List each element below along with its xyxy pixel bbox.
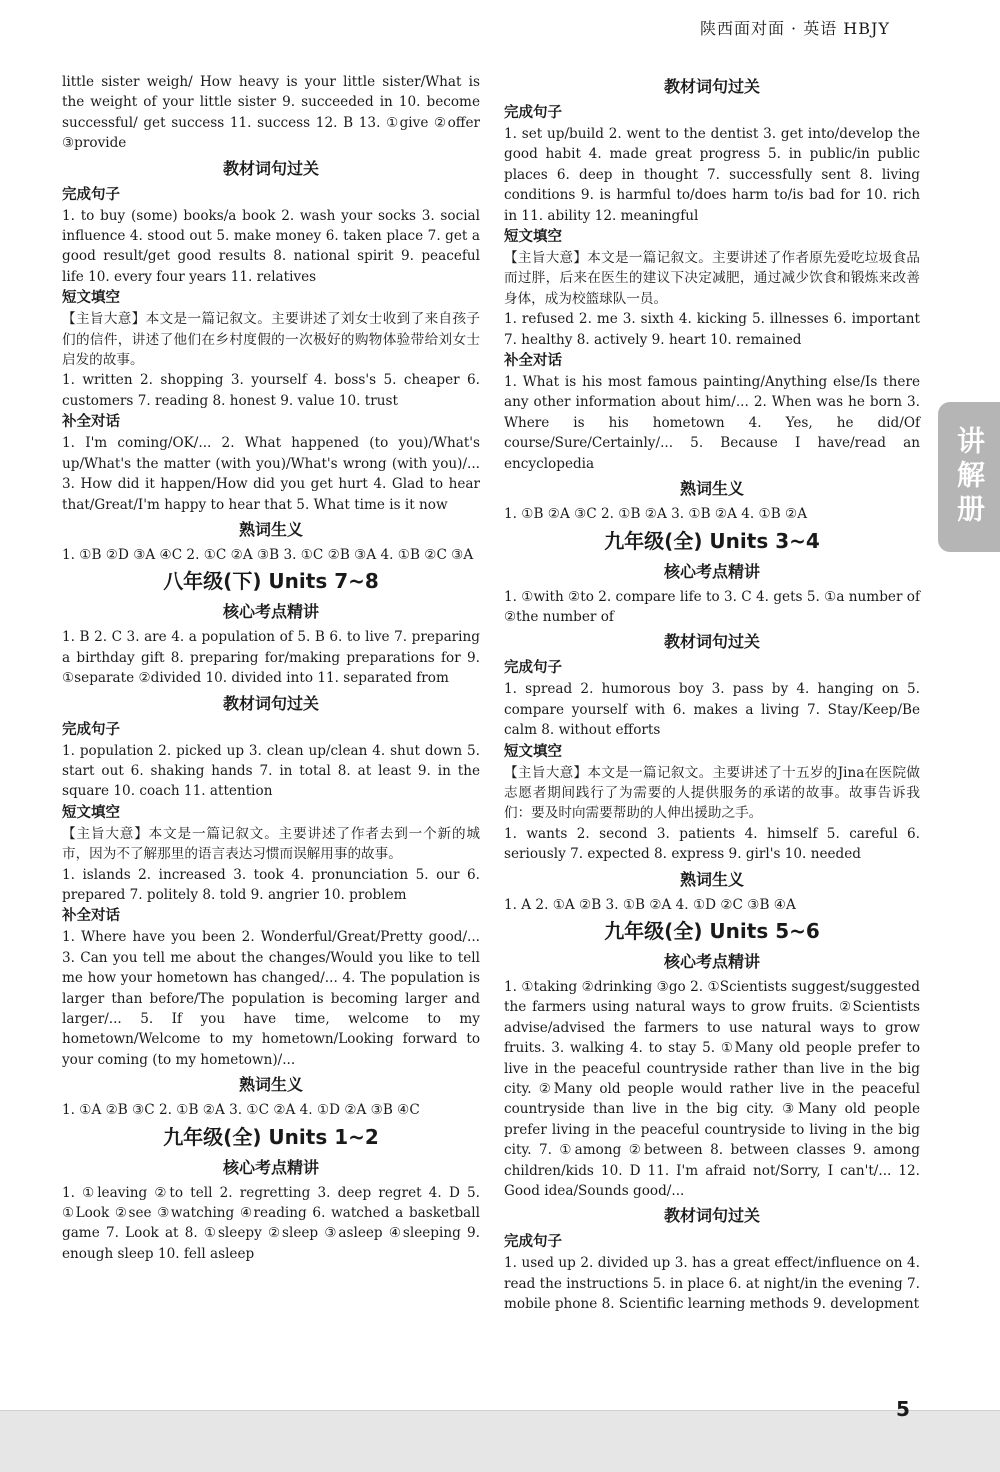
section-heading: 核心考点精讲 bbox=[663, 951, 760, 971]
section-heading: 教材词句过关 bbox=[222, 158, 319, 178]
answer-paragraph: 【主旨大意】本文是一篇记叙文。主要讲述了十五岁的Jina在医院做志愿者期间践行了为需要的人提供服务的承诺的故事。故事告诉我们：要及时向需要帮助的人伸出援助之手。 bbox=[504, 764, 920, 822]
section-heading: 熟词生义 bbox=[679, 479, 744, 499]
subsection-heading: 短文填空 bbox=[62, 804, 120, 821]
section-heading: 教材词句过关 bbox=[222, 693, 319, 713]
answer-paragraph: little sister weigh/ How heavy is your little sister/What is the weight of your little sister 9. succeeded in 10. become successful/ get success 11. success 12. B 13. ①give ②offer ③provide bbox=[62, 74, 480, 152]
page-number: 5 bbox=[896, 1397, 910, 1421]
answer-paragraph: 1. refused 2. me 3. sixth 4. kicking 5. illnesses 6. important 7. healthy 8. actively 9. heart 10. remained bbox=[504, 311, 920, 348]
section-heading: 熟词生义 bbox=[238, 519, 303, 539]
subsection-heading: 完成句子 bbox=[62, 186, 120, 203]
unit-heading: 九年级(全) Units 1~2 bbox=[163, 1124, 379, 1149]
subsection-heading: 补全对话 bbox=[62, 908, 120, 925]
answer-paragraph: 1. population 2. picked up 3. clean up/clean 4. shut down 5. start out 6. shaking hands 7. in total 8. at least 9. in the square 10. coach 11. attention bbox=[62, 742, 480, 800]
section-heading: 核心考点精讲 bbox=[222, 602, 319, 622]
section-heading: 熟词生义 bbox=[238, 1075, 303, 1095]
section-heading: 教材词句过关 bbox=[663, 1206, 760, 1226]
answer-paragraph: 1. ①leaving ②to tell 2. regretting 3. deep regret 4. D 5. ①Look ②see ③watching ④reading 6. watched a basketball game 7. Look at 8. ①sleepy ②sleep ③asleep ④sleeping 9. enough sleep 10. fell asleep bbox=[62, 1184, 480, 1262]
section-heading: 核心考点精讲 bbox=[222, 1157, 319, 1177]
answer-paragraph: 【主旨大意】本文是一篇记叙文。主要讲述了作者原先爱吃垃圾食品而过胖，后来在医生的建议下决定减肥，通过减少饮食和锻炼来改善身体，成为校篮球队一员。 bbox=[504, 250, 920, 307]
answer-paragraph: 1. What is his most famous painting/Anything else/Is there any other information about him/... 2. When was he born 3. Where is his hometown 4. Yes, he did/Of course/Sure/Certainly/... 5. Because I have/read an encyclopedia bbox=[504, 374, 920, 472]
answer-paragraph: 1. I'm coming/OK/... 2. What happened (to you)/What's up/What's the matter (with you)/What's wrong (with you)/... 3. How did it happen/How did you get hurt 4. Glad to hear that/Great/I'm happy to hear that 5. What time is it now bbox=[62, 435, 480, 513]
answer-paragraph: 1. ①with ②to 2. compare life to 3. C 4. gets 5. ①a number of ②the number of bbox=[504, 588, 920, 625]
answer-paragraph: 1. ①B ②A ③C 2. ①B ②A 3. ①B ②A 4. ①B ②A bbox=[504, 506, 808, 523]
footer-band bbox=[0, 1410, 1000, 1472]
unit-heading: 九年级(全) Units 5~6 bbox=[604, 918, 820, 943]
subsection-heading: 完成句子 bbox=[504, 1234, 562, 1251]
answer-paragraph: 1. ①B ②D ③A ④C 2. ①C ②A ③B 3. ①C ②B ③A 4. ①B ②C ③A bbox=[62, 546, 474, 563]
answer-paragraph: 1. B 2. C 3. are 4. a population of 5. B 6. to live 7. preparing a birthday gift 8. preparing for/making preparations for 9. ①separate ②divided 10. divided into 11. separated from bbox=[62, 629, 480, 687]
answer-paragraph: 1. A 2. ①A ②B 3. ①B ②A 4. ①D ②C ③B ④A bbox=[504, 896, 796, 913]
answer-paragraph: 1. used up 2. divided up 3. has a great effect/influence on 4. read the instructions 5. in place 6. at night/in the evening 7. mobile phone 8. Scientific learning methods 9. development bbox=[504, 1255, 920, 1313]
tab-label: 讲解册 bbox=[953, 426, 986, 528]
page-header: 陕西面对面 · 英语 HBJY bbox=[699, 19, 890, 38]
subsection-heading: 短文填空 bbox=[504, 229, 562, 246]
answer-paragraph: 1. to buy (some) books/a book 2. wash your socks 3. social influence 4. stood out 5. make money 6. taken place 7. get a good result/get good results 8. national spirit 9. peaceful life 10. every four years 11. relatives bbox=[62, 207, 480, 285]
section-tab bbox=[938, 402, 1000, 552]
answer-paragraph: 【主旨大意】本文是一篇记叙文。主要讲述了刘女士收到了来自孩子们的信件，讲述了他们在乡村度假的一次极好的购物体验带给刘女士启发的故事。 bbox=[62, 311, 480, 369]
answer-paragraph: 1. islands 2. increased 3. took 4. pronunciation 5. our 6. prepared 7. politely 8. told 9. angrier 10. problem bbox=[62, 866, 480, 903]
subsection-heading: 补全对话 bbox=[504, 353, 562, 370]
subsection-heading: 完成句子 bbox=[62, 721, 120, 738]
answer-paragraph: 1. written 2. shopping 3. yourself 4. boss's 5. cheaper 6. customers 7. reading 8. honest 9. value 10. trust bbox=[62, 372, 480, 409]
section-heading: 教材词句过关 bbox=[663, 632, 760, 652]
unit-heading: 九年级(全) Units 3~4 bbox=[604, 528, 820, 553]
answer-paragraph: 1. ①A ②B ③C 2. ①B ②A 3. ①C ②A 4. ①D ②A ③B ④C bbox=[62, 1102, 420, 1119]
answer-paragraph: 1. wants 2. second 3. patients 4. himself 5. careful 6. seriously 7. expected 8. express 9. girl's 10. needed bbox=[504, 825, 920, 863]
answer-paragraph: 1. ①taking ②drinking ③go 2. ①Scientists suggest/suggested the farmers using natural ways to grow fruits. ②Scientists advise/advised the farmers to use natural ways to grow fruits. 3. walking 4. to stay 5. ①Many old people prefer to live in the peaceful countryside rather than live in the big city. ②Many old people would rather live in the peaceful countryside than live in the big city. ③Many old people prefer living in the peaceful countryside to living in the big city. 7. ①among ②between 8. between classes 9. among children/kids 10. D 11. I'm afraid not/Sorry, I can't/... 12. Good idea/Sounds good/... bbox=[504, 978, 920, 1200]
answer-paragraph: 1. Where have you been 2. Wonderful/Great/Pretty good/... 3. Can you tell me about the changes/Would you like to tell me how your hometown has changed/... 4. The population is larger than before/The population is becoming larger and larger/... 5. If you have time, welcome to my hometown/Welcome to my hometown/Looking forward to your coming (to my hometown)/... bbox=[62, 929, 480, 1068]
right-column bbox=[504, 72, 920, 1315]
subsection-heading: 短文填空 bbox=[62, 290, 120, 307]
section-heading: 核心考点精讲 bbox=[663, 561, 760, 581]
answer-paragraph: 【主旨大意】本文是一篇记叙文。主要讲述了作者去到一个新的城市，因为不了解那里的语言表达习惯而误解用事的故事。 bbox=[62, 825, 480, 863]
subsection-heading: 补全对话 bbox=[62, 414, 120, 431]
subsection-heading: 完成句子 bbox=[504, 660, 562, 677]
section-heading: 教材词句过关 bbox=[663, 77, 760, 96]
answer-paragraph: 1. set up/build 2. went to the dentist 3. get into/develop the good habit 4. made great progress 5. in public/in public places 6. deep in thought 7. successfully sent 8. living conditions 9. is harmful to/does harm to/is bad for 10. rich in 11. ability 12. meaningful bbox=[504, 126, 920, 224]
subsection-heading: 短文填空 bbox=[504, 743, 562, 760]
section-heading: 熟词生义 bbox=[679, 869, 744, 889]
subsection-heading: 完成句子 bbox=[504, 105, 562, 121]
unit-heading: 八年级(下) Units 7~8 bbox=[163, 569, 379, 594]
left-column bbox=[62, 72, 480, 1264]
answer-paragraph: 1. spread 2. humorous boy 3. pass by 4. hanging on 5. compare yourself with 6. makes a living 7. Stay/Keep/Be calm 8. without efforts bbox=[504, 681, 920, 739]
